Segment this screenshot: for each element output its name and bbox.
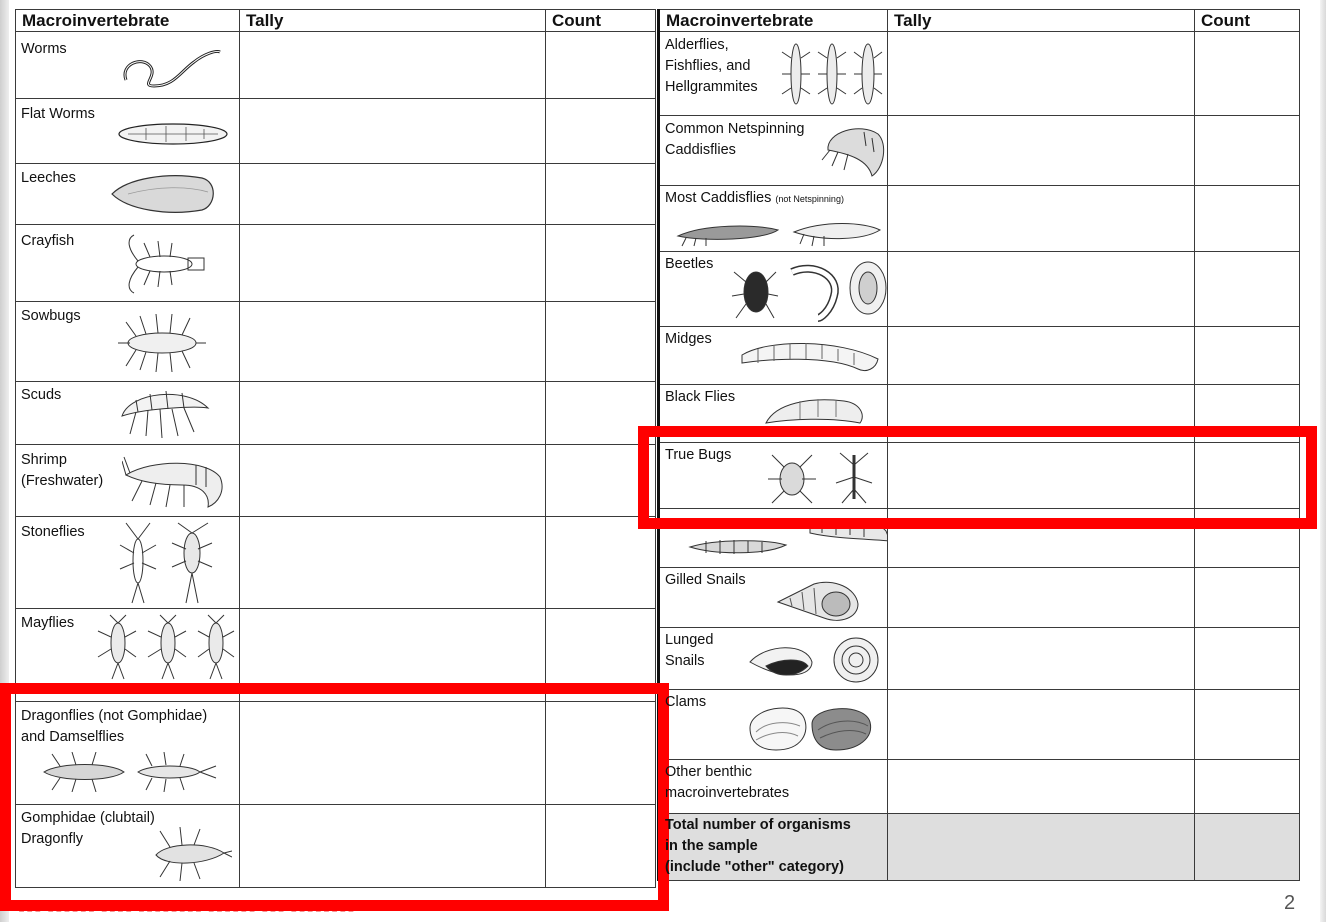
table-row (659, 252, 1300, 327)
count-cell[interactable] (546, 164, 656, 225)
table-row (659, 760, 1300, 814)
row-label-note: (not Netspinning) (775, 194, 844, 204)
row-label: Common Netspinning Caddisflies (665, 121, 805, 158)
row-label-cell (659, 760, 888, 814)
total-label: Total number of organisms in the sample (include "other" category) (665, 817, 851, 875)
row-label-cell (16, 517, 240, 609)
total-count-cell[interactable] (1195, 814, 1300, 881)
row-label-cell (16, 445, 240, 517)
count-cell[interactable] (546, 302, 656, 382)
tally-cell[interactable] (240, 32, 546, 99)
tally-cell[interactable] (888, 628, 1195, 690)
row-label: Dragonflies (not Gomphidae) and Damselflies (21, 708, 208, 745)
count-cell[interactable] (1195, 760, 1300, 814)
tally-cell[interactable] (888, 116, 1195, 186)
tally-cell[interactable] (888, 568, 1195, 628)
row-label-cell (659, 690, 888, 760)
row-label (665, 188, 844, 210)
row-label: Stoneflies (21, 524, 85, 540)
table-row (659, 186, 1300, 252)
count-cell[interactable] (1195, 116, 1300, 186)
row-label: Beetles (665, 256, 714, 272)
row-label-cell (16, 164, 240, 225)
table-row (659, 568, 1300, 628)
row-label-cell (659, 327, 888, 385)
col-header-macroinvertebrate: Macroinvertebrate (16, 10, 240, 32)
row-label-cell (659, 628, 888, 690)
caddisfly-larva-icon (674, 216, 884, 248)
beetle-icon (730, 256, 888, 322)
count-cell[interactable] (1195, 32, 1300, 116)
count-cell[interactable] (1195, 628, 1300, 690)
total-label-cell (659, 814, 888, 881)
tally-cell[interactable] (240, 302, 546, 382)
col-header-tally: Tally (888, 10, 1195, 32)
table-row (16, 445, 656, 517)
row-label-cell (16, 99, 240, 164)
tally-cell[interactable] (888, 760, 1195, 814)
flatworm-icon (116, 119, 231, 149)
row-label: Sowbugs (21, 308, 81, 324)
lunged-snail-icon (746, 636, 886, 684)
row-label-cell (16, 302, 240, 382)
tally-cell[interactable] (240, 164, 546, 225)
page-number: 2 (1284, 892, 1296, 914)
shrimp-icon (122, 455, 226, 511)
mayfly-icon (92, 613, 238, 683)
row-label: Midges (665, 331, 712, 347)
table-row (16, 164, 656, 225)
leech-icon (108, 170, 218, 216)
count-cell[interactable] (1195, 186, 1300, 252)
table-row (659, 690, 1300, 760)
count-cell[interactable] (1195, 568, 1300, 628)
row-label: Mayflies (21, 615, 75, 631)
worm-icon (120, 42, 225, 90)
table-row (659, 327, 1300, 385)
row-label: Flat Worms (21, 106, 95, 122)
row-label-cell (659, 32, 888, 116)
total-row (659, 814, 1300, 881)
table-row (16, 225, 656, 302)
table-row (659, 116, 1300, 186)
row-label-cell (16, 225, 240, 302)
row-label: Scuds (21, 387, 62, 403)
hellgrammite-icon (778, 38, 886, 112)
count-cell[interactable] (546, 32, 656, 99)
gilled-snail-icon (774, 574, 864, 624)
tally-cell[interactable] (888, 690, 1195, 760)
row-label-cell (659, 568, 888, 628)
highlight-box-true-bugs (638, 426, 1317, 529)
row-label: Gomphidae (clubtail) Dragonfly (21, 810, 155, 847)
row-label: Crayfish (21, 233, 75, 249)
row-label: Alderflies, Fishflies, and Hellgrammites (665, 37, 758, 95)
row-label: Other benthic macroinvertebrates (665, 764, 790, 801)
table-row (659, 32, 1300, 116)
tally-cell[interactable] (240, 225, 546, 302)
table-row (16, 302, 656, 382)
netspinning-caddisfly-icon (820, 120, 888, 182)
row-label-text: Most Caddisflies (665, 190, 772, 206)
scud-icon (116, 386, 214, 442)
row-label-cell (16, 32, 240, 99)
row-label: Lunged Snails (665, 632, 714, 669)
count-cell[interactable] (546, 99, 656, 164)
count-cell[interactable] (546, 225, 656, 302)
table-row (16, 99, 656, 164)
count-cell[interactable] (546, 517, 656, 609)
table-row (16, 517, 656, 609)
row-label: Black Flies (665, 389, 736, 405)
row-label-cell (659, 116, 888, 186)
row-label: Worms (21, 41, 67, 57)
tally-cell[interactable] (888, 327, 1195, 385)
col-header-count: Count (546, 10, 656, 32)
table-row (659, 628, 1300, 690)
sowbug-icon (116, 310, 208, 376)
table-row (16, 382, 656, 445)
tally-cell[interactable] (888, 186, 1195, 252)
row-label: Shrimp (Freshwater) (21, 452, 104, 489)
cropped-footer-text: ▮▮▮ ▮▮▮▮▮▮ ▮▮▮▮ ▮▮▮▮▮▮▮▮ ▮▮▮▮▮▮ ▮▮▮ ▮▮▮▮▮▮▮▮ (18, 898, 356, 913)
row-label-cell (659, 186, 888, 252)
col-header-tally: Tally (240, 10, 546, 32)
count-cell[interactable] (1195, 690, 1300, 760)
row-label: Leeches (21, 170, 76, 186)
count-cell[interactable] (1195, 327, 1300, 385)
count-cell[interactable] (1195, 252, 1300, 327)
crayfish-icon (120, 231, 208, 297)
tally-cell[interactable] (240, 517, 546, 609)
tally-cell[interactable] (888, 32, 1195, 116)
midge-larva-icon (738, 335, 886, 377)
tally-cell[interactable] (888, 252, 1195, 327)
row-label-cell (659, 252, 888, 327)
col-header-count: Count (1195, 10, 1300, 32)
page-shadow-right (1320, 0, 1326, 922)
tally-cell[interactable] (240, 382, 546, 445)
table-row (16, 32, 656, 99)
clam-icon (746, 698, 876, 754)
row-label: Gilled Snails (665, 572, 746, 588)
tally-cell[interactable] (240, 445, 546, 517)
stonefly-icon (112, 521, 228, 605)
tally-cell[interactable] (240, 99, 546, 164)
col-header-macroinvertebrate: Macroinvertebrate (659, 10, 888, 32)
row-label: True Bugs (665, 447, 732, 463)
total-tally-cell[interactable] (888, 814, 1195, 881)
row-label: Clams (665, 694, 707, 710)
row-label-cell (16, 382, 240, 445)
